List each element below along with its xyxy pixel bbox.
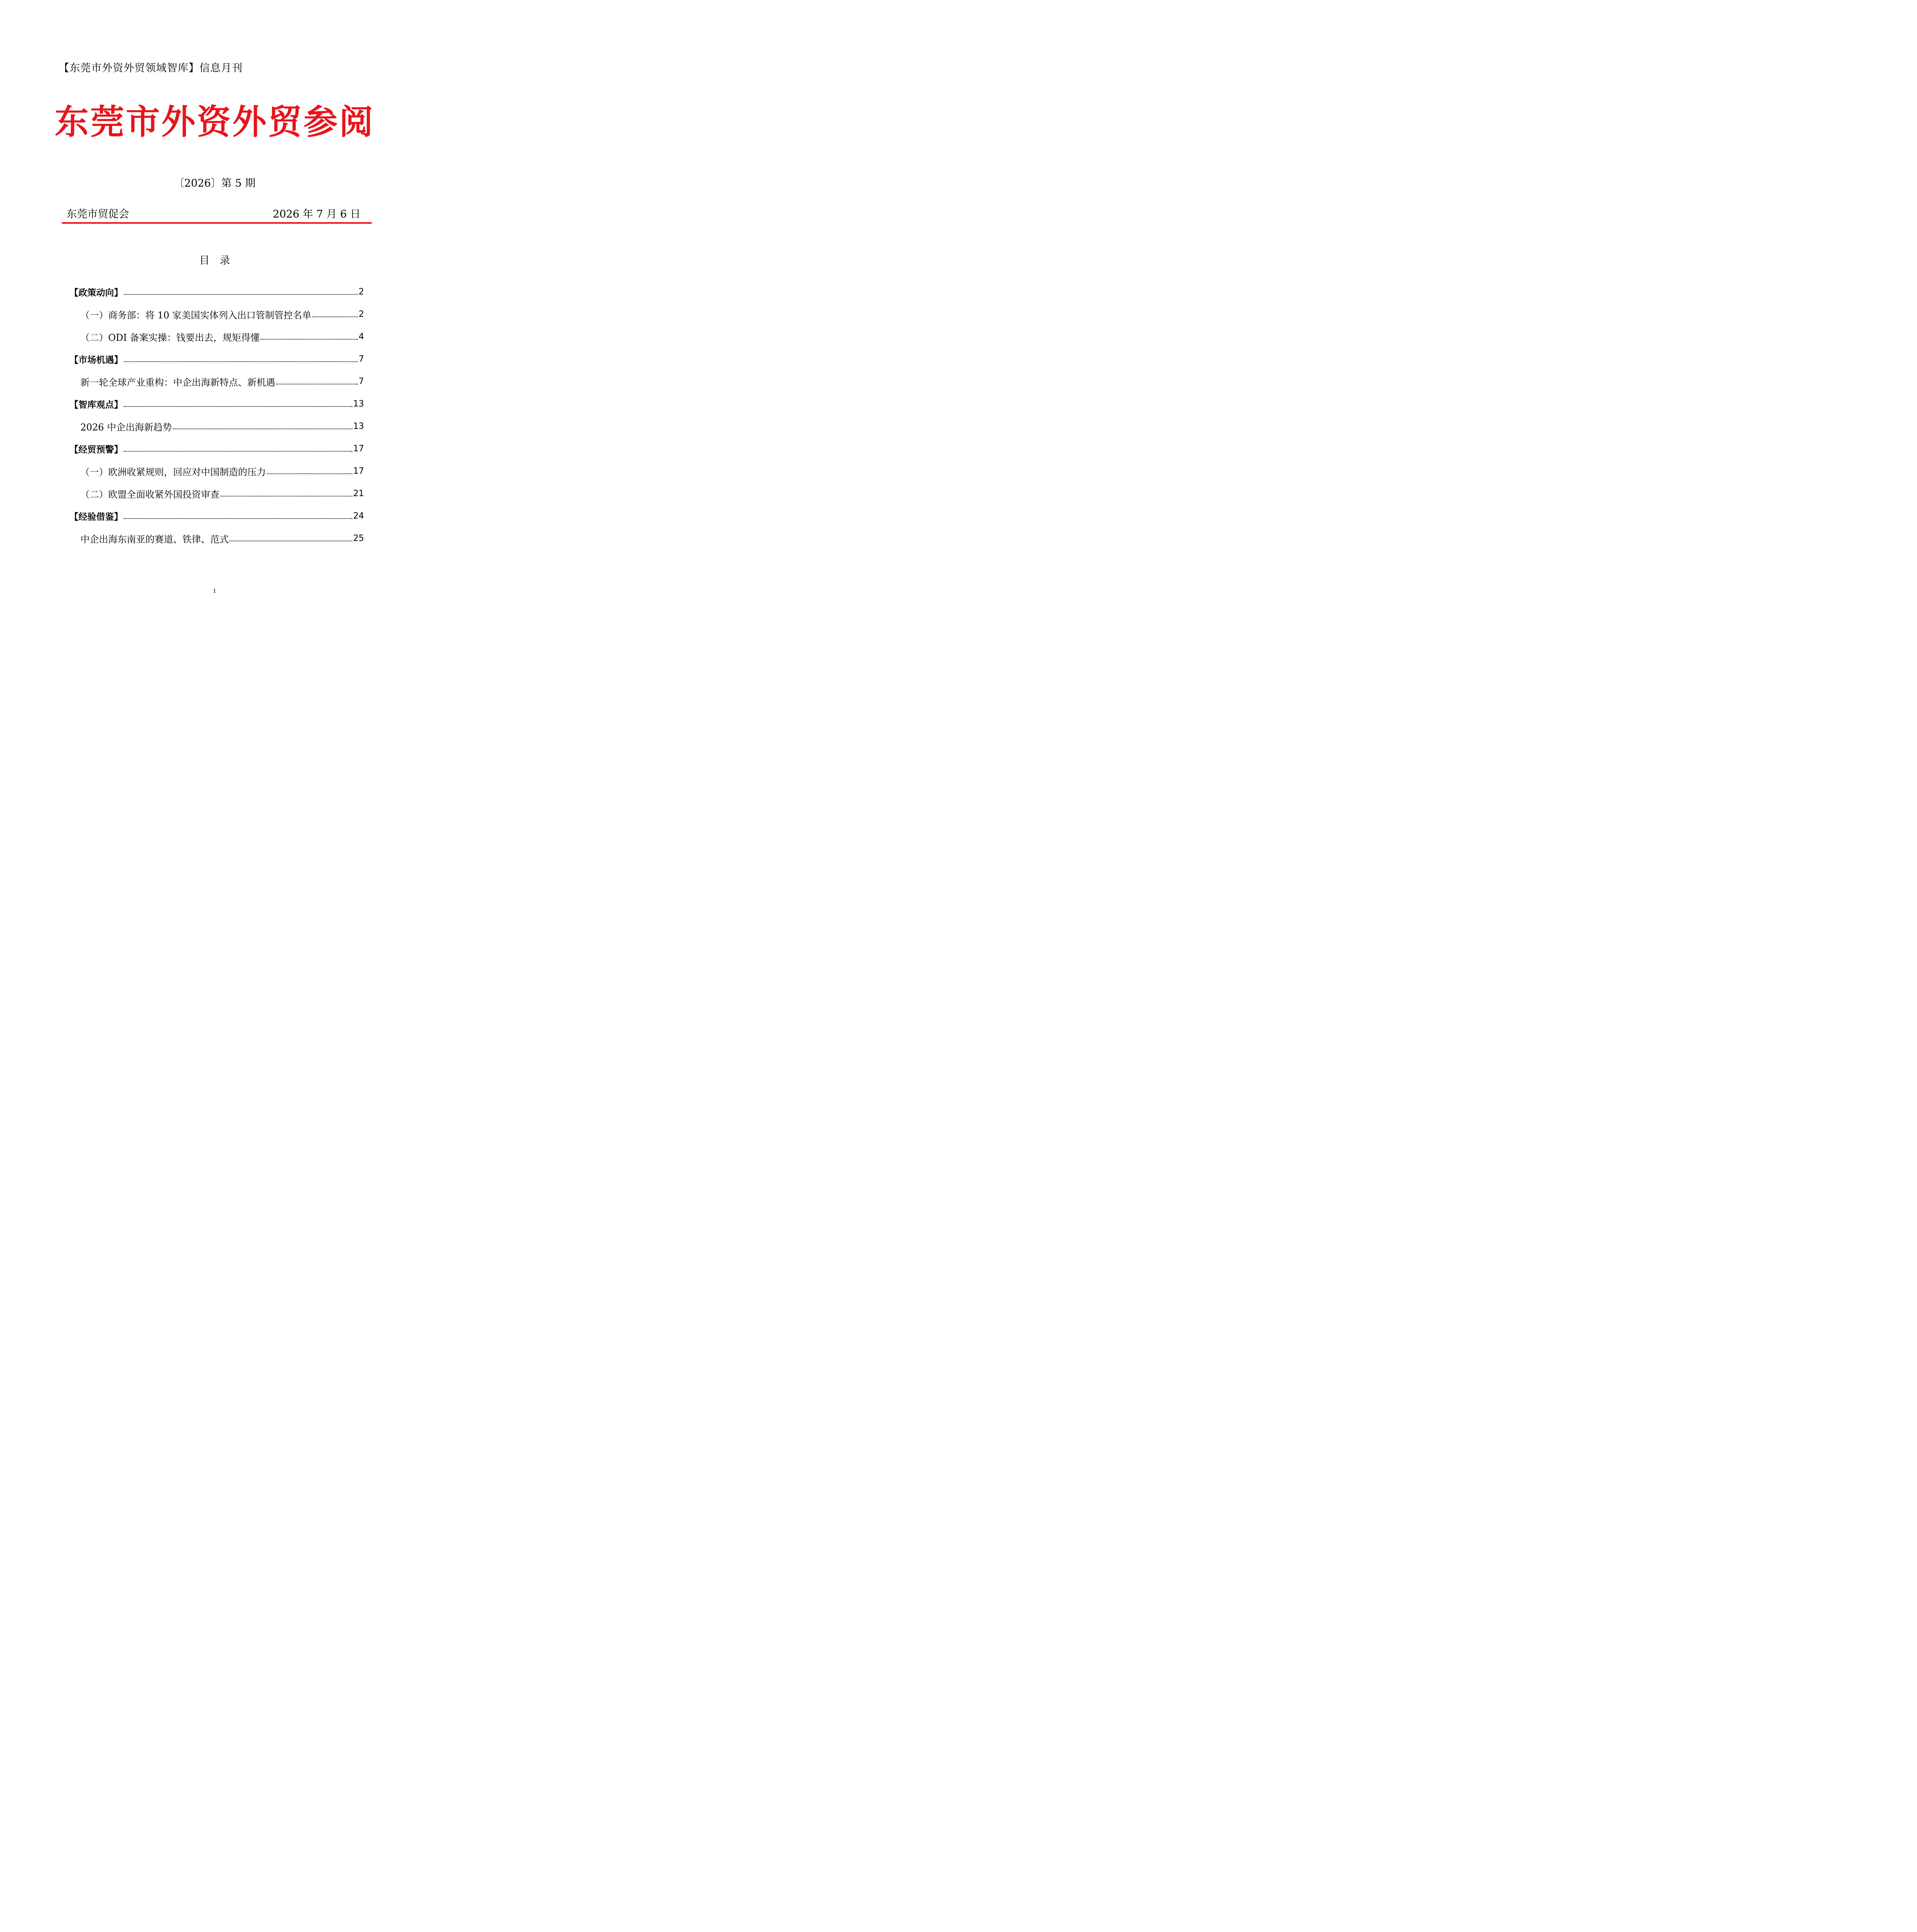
toc-dot-leader	[173, 422, 352, 429]
toc-subsection-entry[interactable]	[70, 303, 364, 325]
table-of-contents	[70, 281, 364, 549]
toc-entry-page: 25	[353, 533, 364, 543]
toc-subsection-entry[interactable]	[70, 415, 364, 437]
toc-dot-leader	[124, 400, 352, 407]
series-label: 【东莞市外资外贸领域智库】信息月刊	[59, 62, 243, 74]
toc-entry-title: （二）ODI 备案实操：钱要出去，规矩得懂	[80, 332, 260, 343]
toc-dot-leader	[124, 512, 352, 519]
toc-subsection-entry[interactable]	[70, 325, 364, 348]
toc-entry-page: 17	[353, 466, 364, 476]
toc-entry-title: 【智库观点】	[70, 400, 123, 410]
toc-section-entry[interactable]	[70, 348, 364, 370]
toc-dot-leader	[124, 288, 358, 295]
toc-dot-leader	[230, 534, 352, 541]
toc-entry-page: 2	[359, 287, 364, 297]
toc-entry-page: 21	[353, 488, 364, 498]
toc-section-entry[interactable]	[70, 281, 364, 303]
toc-entry-title: 【经验借鉴】	[70, 512, 123, 522]
toc-entry-page: 13	[353, 399, 364, 409]
toc-section-entry[interactable]	[70, 437, 364, 460]
toc-entry-page: 17	[353, 444, 364, 454]
toc-subsection-entry[interactable]	[70, 460, 364, 482]
toc-entry-page: 7	[359, 354, 364, 364]
toc-entry-title: （一）欧洲收紧规则，回应对中国制造的压力	[80, 466, 266, 478]
toc-dot-leader	[124, 445, 352, 452]
toc-entry-title: 2026 中企出海新趋势	[80, 422, 172, 433]
publication-date: 2026 年 7 月 6 日	[273, 208, 361, 220]
toc-dot-leader	[267, 467, 352, 474]
toc-entry-title: 中企出海东南亚的赛道、铁律、范式	[80, 534, 229, 545]
toc-entry-page: 24	[353, 511, 364, 521]
toc-entry-page: 2	[359, 309, 364, 319]
toc-entry-title: （一）商务部：将 10 家美国实体列入出口管制管控名单	[80, 310, 311, 321]
toc-subsection-entry[interactable]	[70, 370, 364, 393]
toc-entry-title: 【市场机遇】	[70, 355, 123, 365]
toc-entry-page: 7	[359, 376, 364, 386]
toc-entry-title: 【政策动向】	[70, 287, 123, 298]
document-page	[0, 0, 429, 607]
toc-subsection-entry[interactable]	[70, 527, 364, 549]
toc-dot-leader	[220, 490, 352, 497]
toc-dot-leader	[312, 310, 358, 317]
toc-entry-page: 13	[353, 421, 364, 431]
page-number: 1	[213, 588, 216, 594]
issue-number: 〔2026〕第 5 期	[173, 177, 256, 189]
toc-entry-page: 4	[359, 332, 364, 342]
toc-subsection-entry[interactable]	[70, 482, 364, 505]
toc-dot-leader	[260, 333, 358, 340]
toc-entry-title: （二）欧盟全面收紧外国投资审查	[80, 489, 219, 500]
toc-entry-title: 新一轮全球产业重构：中企出海新特点、新机遇	[80, 377, 275, 388]
toc-entry-title: 【经贸预警】	[70, 444, 123, 455]
toc-dot-leader	[276, 378, 358, 384]
toc-section-entry[interactable]	[70, 505, 364, 527]
header-divider	[62, 222, 372, 224]
publisher-name: 东莞市贸促会	[66, 208, 129, 220]
publication-title: 东莞市外资外贸参阅	[54, 102, 375, 142]
toc-heading: 目录	[199, 255, 240, 267]
toc-dot-leader	[124, 355, 358, 362]
toc-section-entry[interactable]	[70, 393, 364, 415]
